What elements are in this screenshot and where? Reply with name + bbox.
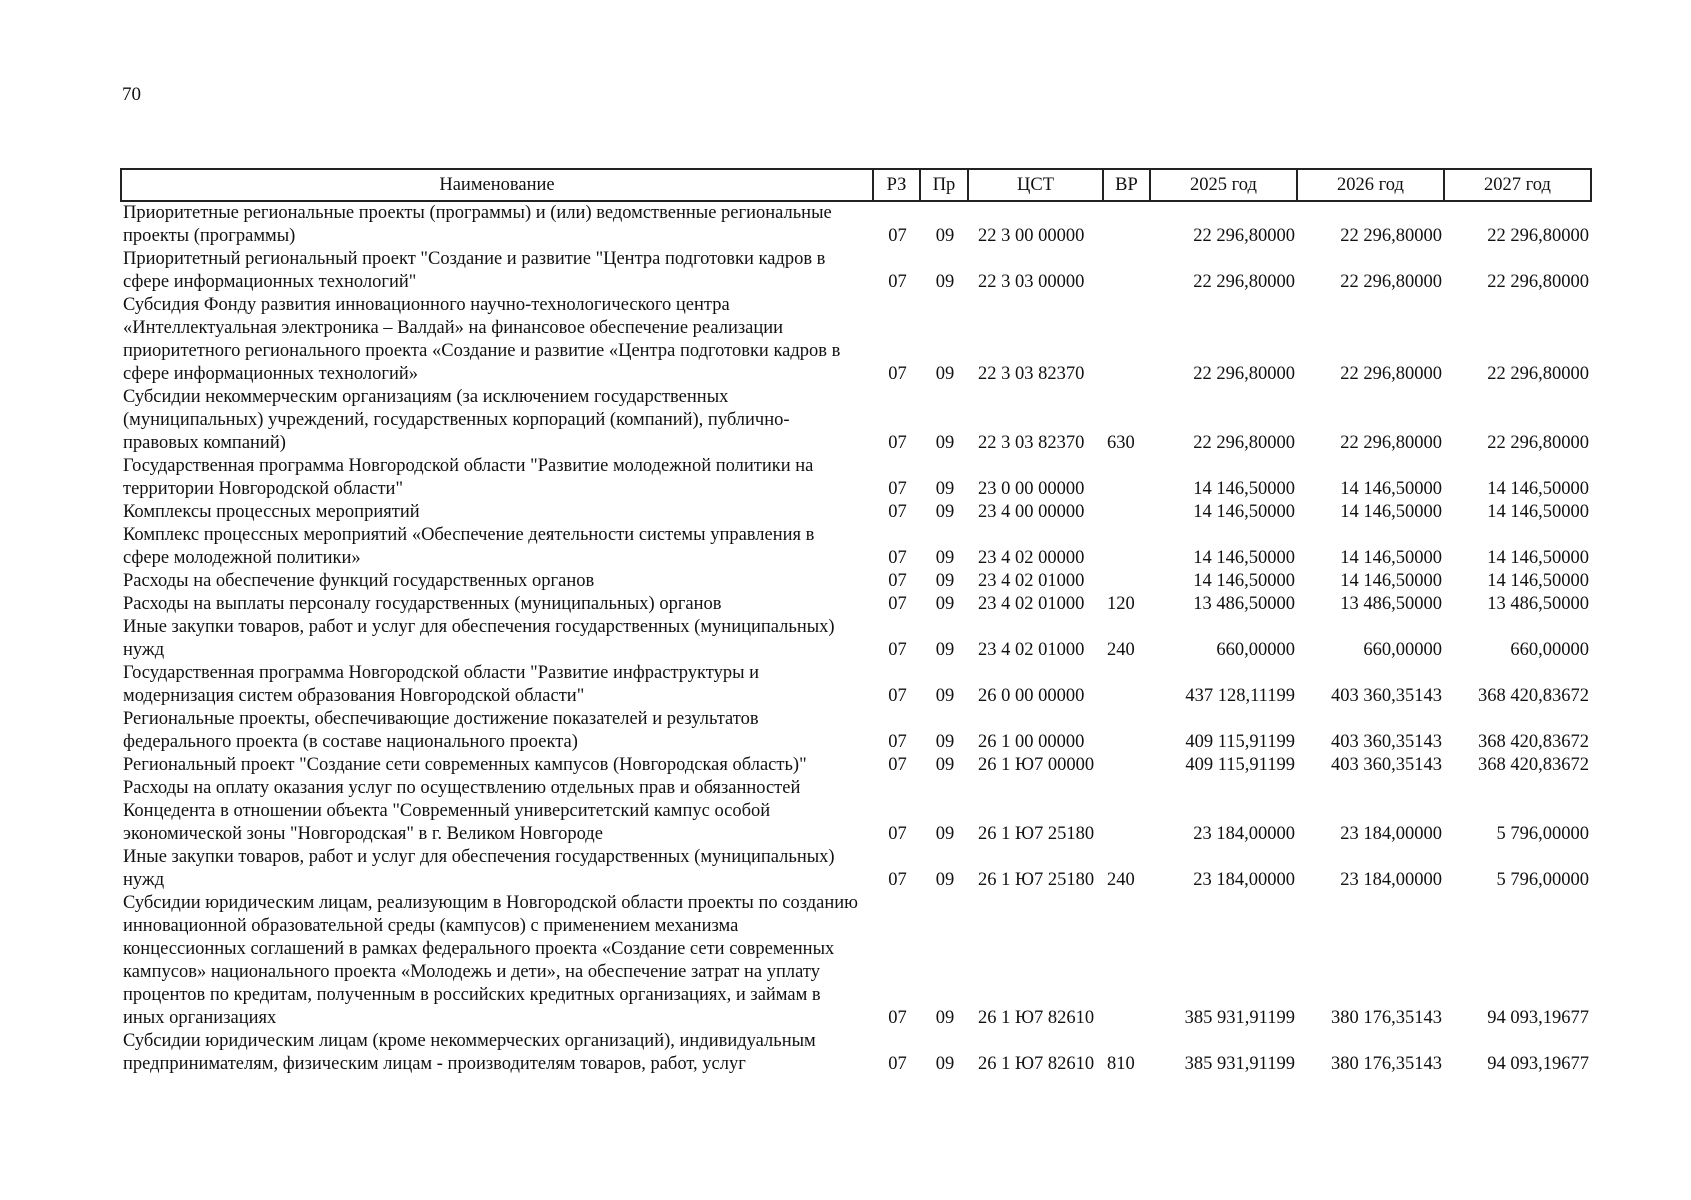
row-pr: 09	[935, 640, 955, 660]
row-rz: 07	[888, 548, 907, 568]
row-2025: 23 184,00000	[1193, 824, 1295, 844]
row-pr: 09	[935, 364, 955, 384]
table-body	[121, 201, 1591, 1076]
row-name: Комплекс процессных мероприятий «Обеспечение деятельности системы управления в сфере молодежной политики»	[123, 525, 815, 568]
row-2025: 22 296,80000	[1193, 433, 1295, 453]
row-2025: 14 146,50000	[1193, 479, 1295, 499]
row-pr: 09	[935, 272, 955, 292]
row-vr: 810	[1107, 1054, 1135, 1074]
header-name: Наименование	[121, 169, 873, 201]
row-pr: 09	[935, 686, 955, 706]
row-pr: 09	[935, 594, 955, 614]
row-name: Приоритетный региональный проект "Создание и развитие "Центра подготовки кадров в сфере информационных технологий"	[123, 249, 826, 292]
row-rz: 07	[888, 594, 907, 614]
row-name: Субсидии юридическим лицам (кроме некоммерческих организаций), индивидуальным предпринимателям, физическим лицам - производителям товаров, работ, услуг	[123, 1031, 816, 1074]
page-number: 70	[122, 84, 141, 105]
row-name: Субсидии юридическим лицам, реализующим в Новгородской области проекты по созданию инновационной образовательной среды (кампусов) с применением механизма концессионных соглашений в рамках федерального проекта «Создание сети современных кампусов» национального проекта «Молодежь и дети», на обеспечение затрат на уплату процентов по кредитам, полученным в российских кредитных организациях, и займам в иных организациях	[123, 893, 858, 1028]
row-cst: 23 4 02 01000	[978, 640, 1085, 660]
row-2027: 13 486,50000	[1487, 594, 1589, 614]
row-cst: 26 1 Ю7 25180	[978, 870, 1095, 890]
row-2027: 22 296,80000	[1487, 364, 1589, 384]
row-vr	[1103, 524, 1150, 570]
row-2027: 22 296,80000	[1487, 226, 1589, 246]
row-cst: 23 4 02 01000	[978, 594, 1085, 614]
table-row	[121, 846, 1591, 892]
row-name: Государственная программа Новгородской области "Развитие инфраструктуры и модернизация систем образования Новгородской области"	[123, 663, 760, 706]
row-cst: 22 3 00 00000	[978, 226, 1085, 246]
row-2025: 13 486,50000	[1193, 594, 1295, 614]
row-cst: 26 1 00 00000	[978, 732, 1085, 752]
table-row	[121, 616, 1591, 662]
row-cst: 26 0 00 00000	[978, 686, 1085, 706]
table-row	[121, 201, 1591, 248]
row-2027: 94 093,19677	[1487, 1054, 1589, 1074]
table-row	[121, 294, 1591, 386]
row-2026: 14 146,50000	[1340, 548, 1442, 568]
table-row	[121, 455, 1591, 501]
row-vr	[1103, 455, 1150, 501]
row-2025: 409 115,91199	[1185, 755, 1295, 775]
table-row	[121, 524, 1591, 570]
row-2027: 22 296,80000	[1487, 433, 1589, 453]
row-cst: 26 1 Ю7 82610	[978, 1054, 1095, 1074]
row-2025: 437 128,11199	[1185, 686, 1295, 706]
row-2027: 14 146,50000	[1487, 479, 1589, 499]
row-pr: 09	[935, 732, 955, 752]
budget-table	[120, 168, 1592, 1076]
row-name: Государственная программа Новгородской области "Развитие молодежной политики на территории Новгородской области"	[123, 456, 814, 499]
row-2026: 22 296,80000	[1340, 364, 1442, 384]
row-2026: 660,00000	[1363, 640, 1442, 660]
row-rz: 07	[888, 364, 907, 384]
row-pr: 09	[935, 502, 955, 522]
row-vr	[1103, 201, 1150, 248]
header-2025: 2025 год	[1150, 169, 1297, 201]
row-rz: 07	[888, 755, 907, 775]
row-rz: 07	[888, 686, 907, 706]
table-row	[121, 892, 1591, 1030]
row-2026: 14 146,50000	[1340, 571, 1442, 591]
header-pr: Пр	[920, 169, 968, 201]
row-2026: 14 146,50000	[1340, 479, 1442, 499]
row-pr: 09	[935, 1054, 955, 1074]
row-2027: 5 796,00000	[1496, 870, 1589, 890]
row-2025: 385 931,91199	[1184, 1008, 1295, 1028]
row-vr: 120	[1107, 594, 1135, 614]
row-cst: 22 3 03 82370	[978, 433, 1085, 453]
table-row	[121, 662, 1591, 708]
row-2025: 22 296,80000	[1193, 272, 1295, 292]
row-2026: 403 360,35143	[1331, 732, 1442, 752]
row-2026: 14 146,50000	[1340, 502, 1442, 522]
row-2026: 22 296,80000	[1340, 433, 1442, 453]
row-2025: 22 296,80000	[1193, 226, 1295, 246]
row-rz: 07	[888, 1008, 907, 1028]
row-rz: 07	[888, 571, 907, 591]
row-name: Субсидия Фонду развития инновационного научно-технологического центра «Интеллектуальная электроника – Валдай» на финансовое обеспечение реализации приоритетного регионального проекта «Создание и развитие «Центра подготовки кадров в сфере информационных технологий»	[123, 295, 841, 384]
row-2027: 14 146,50000	[1487, 548, 1589, 568]
row-cst: 23 0 00 00000	[978, 479, 1085, 499]
row-vr	[1103, 294, 1150, 386]
row-rz: 07	[888, 479, 907, 499]
row-cst: 22 3 03 82370	[978, 364, 1085, 384]
header-rz: РЗ	[873, 169, 920, 201]
header-2027: 2027 год	[1444, 169, 1591, 201]
row-vr	[1103, 777, 1150, 846]
row-rz: 07	[888, 732, 907, 752]
table-row	[121, 248, 1591, 294]
row-2025: 14 146,50000	[1193, 548, 1295, 568]
row-vr	[1103, 662, 1150, 708]
table-row	[121, 1030, 1591, 1076]
table-row	[121, 501, 1591, 524]
row-name: Расходы на оплату оказания услуг по осуществлению отдельных прав и обязанностей Концедента в отношении объекта "Современный университетский кампус особой экономической зоны "Новгородская" в г. Великом Новгороде	[123, 778, 801, 844]
table-row	[121, 386, 1591, 455]
row-name: Расходы на обеспечение функций государственных органов	[123, 571, 595, 591]
header-vr: ВР	[1103, 169, 1150, 201]
row-2026: 22 296,80000	[1340, 226, 1442, 246]
row-rz: 07	[888, 640, 907, 660]
row-rz: 07	[888, 502, 907, 522]
table-row	[121, 570, 1591, 593]
table-row	[121, 708, 1591, 754]
row-2026: 13 486,50000	[1340, 594, 1442, 614]
row-vr: 630	[1107, 433, 1135, 453]
row-name: Приоритетные региональные проекты (программы) и (или) ведомственные региональные проекты (программы)	[123, 203, 832, 246]
row-2025: 14 146,50000	[1193, 502, 1295, 522]
row-2026: 380 176,35143	[1331, 1008, 1442, 1028]
row-pr: 09	[935, 870, 955, 890]
row-pr: 09	[935, 479, 955, 499]
row-pr: 09	[935, 571, 955, 591]
table-row	[121, 777, 1591, 846]
row-vr	[1103, 892, 1150, 1030]
row-pr: 09	[935, 755, 955, 775]
row-cst: 23 4 02 01000	[978, 571, 1085, 591]
row-cst: 26 1 Ю7 82610	[978, 1008, 1095, 1028]
row-2027: 22 296,80000	[1487, 272, 1589, 292]
row-2025: 22 296,80000	[1193, 364, 1295, 384]
row-2027: 14 146,50000	[1487, 571, 1589, 591]
row-2027: 368 420,83672	[1478, 732, 1589, 752]
row-2026: 403 360,35143	[1331, 755, 1442, 775]
row-name: Субсидии некоммерческим организациям (за исключением государственных (муниципальных) учреждений, государственных корпораций (компаний), публично-правовых компаний)	[123, 387, 790, 453]
row-2025: 409 115,91199	[1185, 732, 1295, 752]
row-cst: 23 4 02 00000	[978, 548, 1085, 568]
row-2027: 14 146,50000	[1487, 502, 1589, 522]
row-name: Комплексы процессных мероприятий	[123, 502, 420, 522]
row-name: Иные закупки товаров, работ и услуг для обеспечения государственных (муниципальных) нужд	[123, 617, 835, 660]
row-2026: 380 176,35143	[1331, 1054, 1442, 1074]
row-vr	[1103, 708, 1150, 754]
row-rz: 07	[888, 870, 907, 890]
row-pr: 09	[935, 1008, 955, 1028]
row-vr	[1103, 248, 1150, 294]
row-cst: 23 4 00 00000	[978, 502, 1085, 522]
row-rz: 07	[888, 824, 907, 844]
row-2025: 660,00000	[1216, 640, 1295, 660]
row-vr: 240	[1107, 640, 1135, 660]
row-2026: 23 184,00000	[1340, 824, 1442, 844]
row-vr	[1103, 501, 1150, 524]
row-vr	[1103, 754, 1150, 777]
row-2025: 14 146,50000	[1193, 571, 1295, 591]
table-header	[121, 169, 1591, 201]
table-row	[121, 754, 1591, 777]
row-vr: 240	[1107, 870, 1135, 890]
row-pr: 09	[935, 226, 955, 246]
row-rz: 07	[888, 272, 907, 292]
row-cst: 26 1 Ю7 25180	[978, 824, 1095, 844]
row-2026: 22 296,80000	[1340, 272, 1442, 292]
header-2026: 2026 год	[1297, 169, 1444, 201]
row-2026: 403 360,35143	[1331, 686, 1442, 706]
row-name: Региональные проекты, обеспечивающие достижение показателей и результатов федерального проекта (в составе национального проекта)	[123, 709, 759, 752]
row-2025: 23 184,00000	[1193, 870, 1295, 890]
row-2026: 23 184,00000	[1340, 870, 1442, 890]
row-cst: 26 1 Ю7 00000	[978, 755, 1095, 775]
row-2027: 660,00000	[1510, 640, 1589, 660]
row-2027: 5 796,00000	[1496, 824, 1589, 844]
header-cst: ЦСТ	[968, 169, 1103, 201]
row-rz: 07	[888, 1054, 907, 1074]
row-rz: 07	[888, 226, 907, 246]
row-pr: 09	[935, 824, 955, 844]
row-rz: 07	[888, 433, 907, 453]
row-2027: 94 093,19677	[1487, 1008, 1589, 1028]
row-2027: 368 420,83672	[1478, 755, 1589, 775]
row-cst: 22 3 03 00000	[978, 272, 1085, 292]
row-vr	[1103, 570, 1150, 593]
row-name: Региональный проект "Создание сети современных кампусов (Новгородская область)"	[123, 755, 807, 775]
row-2027: 368 420,83672	[1478, 686, 1589, 706]
table-row	[121, 593, 1591, 616]
row-pr: 09	[935, 548, 955, 568]
row-name: Расходы на выплаты персоналу государственных (муниципальных) органов	[123, 594, 722, 614]
row-2025: 385 931,91199	[1184, 1054, 1295, 1074]
row-pr: 09	[935, 433, 955, 453]
row-name: Иные закупки товаров, работ и услуг для обеспечения государственных (муниципальных) нужд	[123, 847, 835, 890]
